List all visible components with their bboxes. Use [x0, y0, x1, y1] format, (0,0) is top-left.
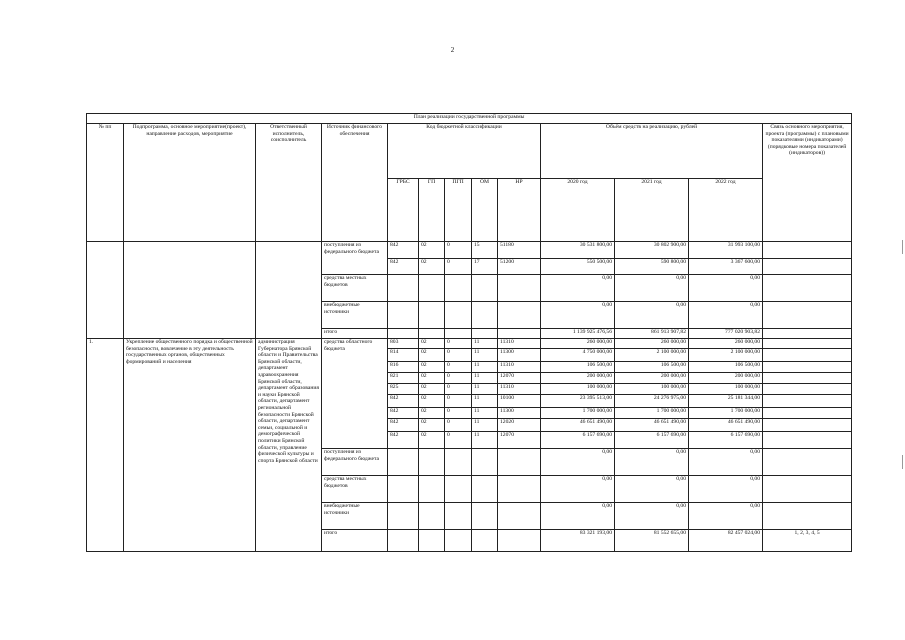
cell-nr: 12070 [498, 373, 541, 384]
cell-gp: 02 [419, 395, 445, 408]
cell-gp [419, 476, 445, 503]
cell-om: 17 [472, 259, 498, 275]
cell-2021: 100 000,00 [615, 384, 689, 395]
cell-grbs: 842 [388, 419, 419, 432]
cell-pgp: 0 [445, 339, 472, 349]
cell-grbs: 803 [388, 339, 419, 349]
cell-link [763, 408, 852, 419]
header-nr: НР [498, 179, 541, 242]
cell-2022: 31 993 100,00 [689, 242, 763, 259]
block1-executor-cell [256, 242, 322, 339]
cell-2020: 0,00 [541, 302, 615, 329]
cell-gp: 02 [419, 419, 445, 432]
cell-gp: 02 [419, 349, 445, 362]
header-grbs: ГРБС [388, 179, 419, 242]
cell-2022: 1 700 000,00 [689, 408, 763, 419]
cell-nr [498, 503, 541, 530]
program-plan-table [86, 113, 852, 552]
cell-link [763, 242, 852, 259]
page-number: 2 [450, 46, 455, 54]
cell-2022: 6 157 690,00 [689, 432, 763, 449]
block1-extra-source: внебюджетные источники [322, 302, 388, 329]
cell-2021: 2 100 000,00 [615, 349, 689, 362]
block1-local-source: средства местных бюджетов [322, 275, 388, 302]
block1-num-cell [87, 242, 124, 339]
cell-om: 15 [472, 242, 498, 259]
cell-2020: 0,00 [541, 503, 615, 530]
block2-federal-source: поступления из федерального бюджета [322, 449, 388, 476]
cell-om [472, 302, 498, 329]
cell-2022: 106 500,00 [689, 362, 763, 373]
cell-grbs: 814 [388, 349, 419, 362]
header-pgp: ПГП [445, 179, 472, 242]
cell-2020: 550 500,00 [541, 259, 615, 275]
cell-nr [498, 302, 541, 329]
cell-gp: 02 [419, 362, 445, 373]
cell-nr [498, 530, 541, 552]
cell-grbs: 842 [388, 259, 419, 275]
cell-pgp: 0 [445, 349, 472, 362]
header-num: № пп [87, 124, 124, 242]
cell-pgp: 0 [445, 408, 472, 419]
cell-pgp [445, 275, 472, 302]
cell-gp: 02 [419, 373, 445, 384]
cell-2021: 24 276 975,00 [615, 395, 689, 408]
cell-link [763, 373, 852, 384]
header-executor: Ответственный исполнитель, соисполнитель [256, 124, 322, 242]
cell-nr: 12020 [498, 419, 541, 432]
cell-2021: 0,00 [615, 449, 689, 476]
cell-gp: 02 [419, 384, 445, 395]
table-title: План реализации государственной программы [87, 114, 852, 124]
header-gp: ГП [419, 179, 445, 242]
cell-2020: 0,00 [541, 449, 615, 476]
cell-2022: 0,00 [689, 476, 763, 503]
cell-pgp [445, 476, 472, 503]
cell-nr: 11310 [498, 362, 541, 373]
cell-2022: 777 020 903,82 [689, 329, 763, 339]
cell-2020: 0,00 [541, 275, 615, 302]
cell-pgp [445, 503, 472, 530]
header-link: Связь основного мероприятия, проекта (программы) с плановыми показателями (индикаторами) (порядковые номера показателей (индикаторов)) [763, 124, 852, 242]
header-volume: Объём средств на реализацию, рублей [541, 124, 763, 179]
cell-gp [419, 503, 445, 530]
table-row [87, 242, 852, 259]
cell-grbs [388, 275, 419, 302]
cell-nr [498, 449, 541, 476]
cell-om: 11 [472, 373, 498, 384]
header-source: Источник финансового обеспечения [322, 124, 388, 242]
cell-2021: 0,00 [615, 476, 689, 503]
cell-grbs [388, 530, 419, 552]
cell-2022: 100 000,00 [689, 384, 763, 395]
cell-gp: 02 [419, 242, 445, 259]
cell-pgp: 0 [445, 384, 472, 395]
cell-2020: 106 500,00 [541, 362, 615, 373]
block2-executor: администрация Губернатора Брянской области и Правительства Брянской области, департамент здравоохранения Брянской области, департамент образования и науки Брянской области, департамент региональной безопасности Брянской области, департамент семьи, социальной и демографической политики Брянской области, управление физической культуры и спорта Брянской области [256, 339, 322, 552]
table-title-row [87, 114, 852, 124]
cell-om: 11 [472, 339, 498, 349]
cell-pgp [445, 302, 472, 329]
cell-pgp: 0 [445, 395, 472, 408]
cell-gp [419, 329, 445, 339]
cell-grbs [388, 329, 419, 339]
cell-2022: 46 651 490,00 [689, 419, 763, 432]
cell-2021: 46 651 490,00 [615, 419, 689, 432]
cell-om [472, 329, 498, 339]
cell-2020: 46 651 490,00 [541, 419, 615, 432]
header-om: ОМ [472, 179, 498, 242]
block1-subprogram-cell [124, 242, 256, 339]
cell-2022: 0,00 [689, 302, 763, 329]
cell-2020: 260 000,00 [541, 339, 615, 349]
cell-pgp [445, 530, 472, 552]
cell-link [763, 449, 852, 476]
cell-link [763, 362, 852, 373]
cell-grbs: 816 [388, 362, 419, 373]
header-2022: 2022 год [689, 179, 763, 242]
cell-nr: 51200 [498, 259, 541, 275]
cell-2020: 6 157 690,00 [541, 432, 615, 449]
cell-nr: 11300 [498, 408, 541, 419]
block1-federal-source: поступления из федерального бюджета [322, 242, 388, 275]
block2-total-source: итого [322, 530, 388, 552]
cell-2021: 861 913 907,82 [615, 329, 689, 339]
cell-grbs: 842 [388, 432, 419, 449]
cell-om [472, 503, 498, 530]
cell-link [763, 503, 852, 530]
block1-total-source: итого [322, 329, 388, 339]
cell-2020: 30 531 800,00 [541, 242, 615, 259]
header-row [87, 124, 852, 179]
cell-2022: 25 181 344,00 [689, 395, 763, 408]
cell-2022: 3 367 600,00 [689, 259, 763, 275]
cell-link [763, 275, 852, 302]
cell-2020: 83 321 193,00 [541, 530, 615, 552]
cell-2021: 30 802 900,00 [615, 242, 689, 259]
cell-om: 11 [472, 384, 498, 395]
cell-2022: 200 000,00 [689, 373, 763, 384]
cell-2022: 2 100 000,00 [689, 349, 763, 362]
cell-nr: 11310 [498, 339, 541, 349]
cell-2020: 1 700 000,00 [541, 408, 615, 419]
cell-pgp: 0 [445, 259, 472, 275]
cell-om: 11 [472, 408, 498, 419]
cell-link [763, 476, 852, 503]
block2-regional-source: средства областного бюджета [322, 339, 388, 449]
cell-gp [419, 302, 445, 329]
cell-link [763, 349, 852, 362]
cell-2021: 106 500,00 [615, 362, 689, 373]
cell-2020: 0,00 [541, 476, 615, 503]
block2-local-source: средства местных бюджетов [322, 476, 388, 503]
cell-pgp [445, 329, 472, 339]
cell-om [472, 476, 498, 503]
cell-2022: 0,00 [689, 449, 763, 476]
cell-link [763, 384, 852, 395]
cell-pgp: 0 [445, 419, 472, 432]
cell-gp: 02 [419, 339, 445, 349]
cell-om [472, 530, 498, 552]
cell-gp: 02 [419, 259, 445, 275]
block2-subprogram: Укрепление общественного порядка и общественной безопасности, вовлечение в эту деятельность государственных органов, общественных формирований и населения [124, 339, 256, 552]
cell-2021: 200 000,00 [615, 373, 689, 384]
cell-nr: 10100 [498, 395, 541, 408]
header-budget-code: Код бюджетной классификации [388, 124, 541, 179]
cell-gp [419, 449, 445, 476]
cell-link [763, 395, 852, 408]
cell-2022: 0,00 [689, 275, 763, 302]
header-subprogram: Подпрограмма, основное мероприятие(проект), направление расходов, мероприятие [124, 124, 256, 242]
cell-2020: 4 750 000,00 [541, 349, 615, 362]
cell-link: 1, 2, 3, 4, 5 [763, 530, 852, 552]
cell-nr [498, 275, 541, 302]
cell-gp: 02 [419, 408, 445, 419]
cell-nr: 12070 [498, 432, 541, 449]
cell-2022: 260 000,00 [689, 339, 763, 349]
cell-link [763, 302, 852, 329]
block2-extra-source: внебюджетные источники [322, 503, 388, 530]
cell-om: 11 [472, 419, 498, 432]
cell-grbs [388, 449, 419, 476]
cell-nr: 11310 [498, 384, 541, 395]
cell-2021: 590 800,00 [615, 259, 689, 275]
scan-edge-mark [902, 240, 903, 254]
cell-2021: 0,00 [615, 302, 689, 329]
cell-2020: 23 395 513,00 [541, 395, 615, 408]
cell-2021: 260 000,00 [615, 339, 689, 349]
cell-gp [419, 530, 445, 552]
cell-grbs: 825 [388, 384, 419, 395]
cell-nr [498, 476, 541, 503]
cell-link [763, 432, 852, 449]
cell-pgp: 0 [445, 242, 472, 259]
cell-nr: 51180 [498, 242, 541, 259]
cell-2020: 1 139 925 476,56 [541, 329, 615, 339]
cell-om: 11 [472, 395, 498, 408]
cell-link [763, 259, 852, 275]
cell-grbs [388, 302, 419, 329]
cell-om: 11 [472, 362, 498, 373]
cell-2020: 100 000,00 [541, 384, 615, 395]
cell-om [472, 275, 498, 302]
cell-pgp: 0 [445, 373, 472, 384]
cell-gp [419, 275, 445, 302]
cell-om: 11 [472, 432, 498, 449]
cell-pgp [445, 449, 472, 476]
cell-gp: 02 [419, 432, 445, 449]
cell-grbs: 842 [388, 395, 419, 408]
cell-2022: 0,00 [689, 503, 763, 530]
cell-om: 11 [472, 349, 498, 362]
cell-link [763, 339, 852, 349]
header-2021: 2021 год [615, 179, 689, 242]
cell-2021: 0,00 [615, 275, 689, 302]
cell-grbs [388, 476, 419, 503]
cell-om [472, 449, 498, 476]
cell-2021: 81 552 655,00 [615, 530, 689, 552]
header-2020: 2020 год [541, 179, 615, 242]
cell-pgp: 0 [445, 362, 472, 373]
cell-pgp: 0 [445, 432, 472, 449]
cell-grbs: 842 [388, 242, 419, 259]
cell-nr: 11300 [498, 349, 541, 362]
cell-link [763, 329, 852, 339]
cell-2022: 82 457 024,00 [689, 530, 763, 552]
cell-2020: 200 000,00 [541, 373, 615, 384]
cell-grbs [388, 503, 419, 530]
block2-num: 1. [87, 339, 124, 552]
cell-grbs: 821 [388, 373, 419, 384]
scan-edge-mark [902, 455, 903, 469]
cell-grbs: 842 [388, 408, 419, 419]
table-row [87, 339, 852, 349]
cell-2021: 1 700 000,00 [615, 408, 689, 419]
cell-2021: 0,00 [615, 503, 689, 530]
cell-2021: 6 157 690,00 [615, 432, 689, 449]
cell-link [763, 419, 852, 432]
cell-nr [498, 329, 541, 339]
